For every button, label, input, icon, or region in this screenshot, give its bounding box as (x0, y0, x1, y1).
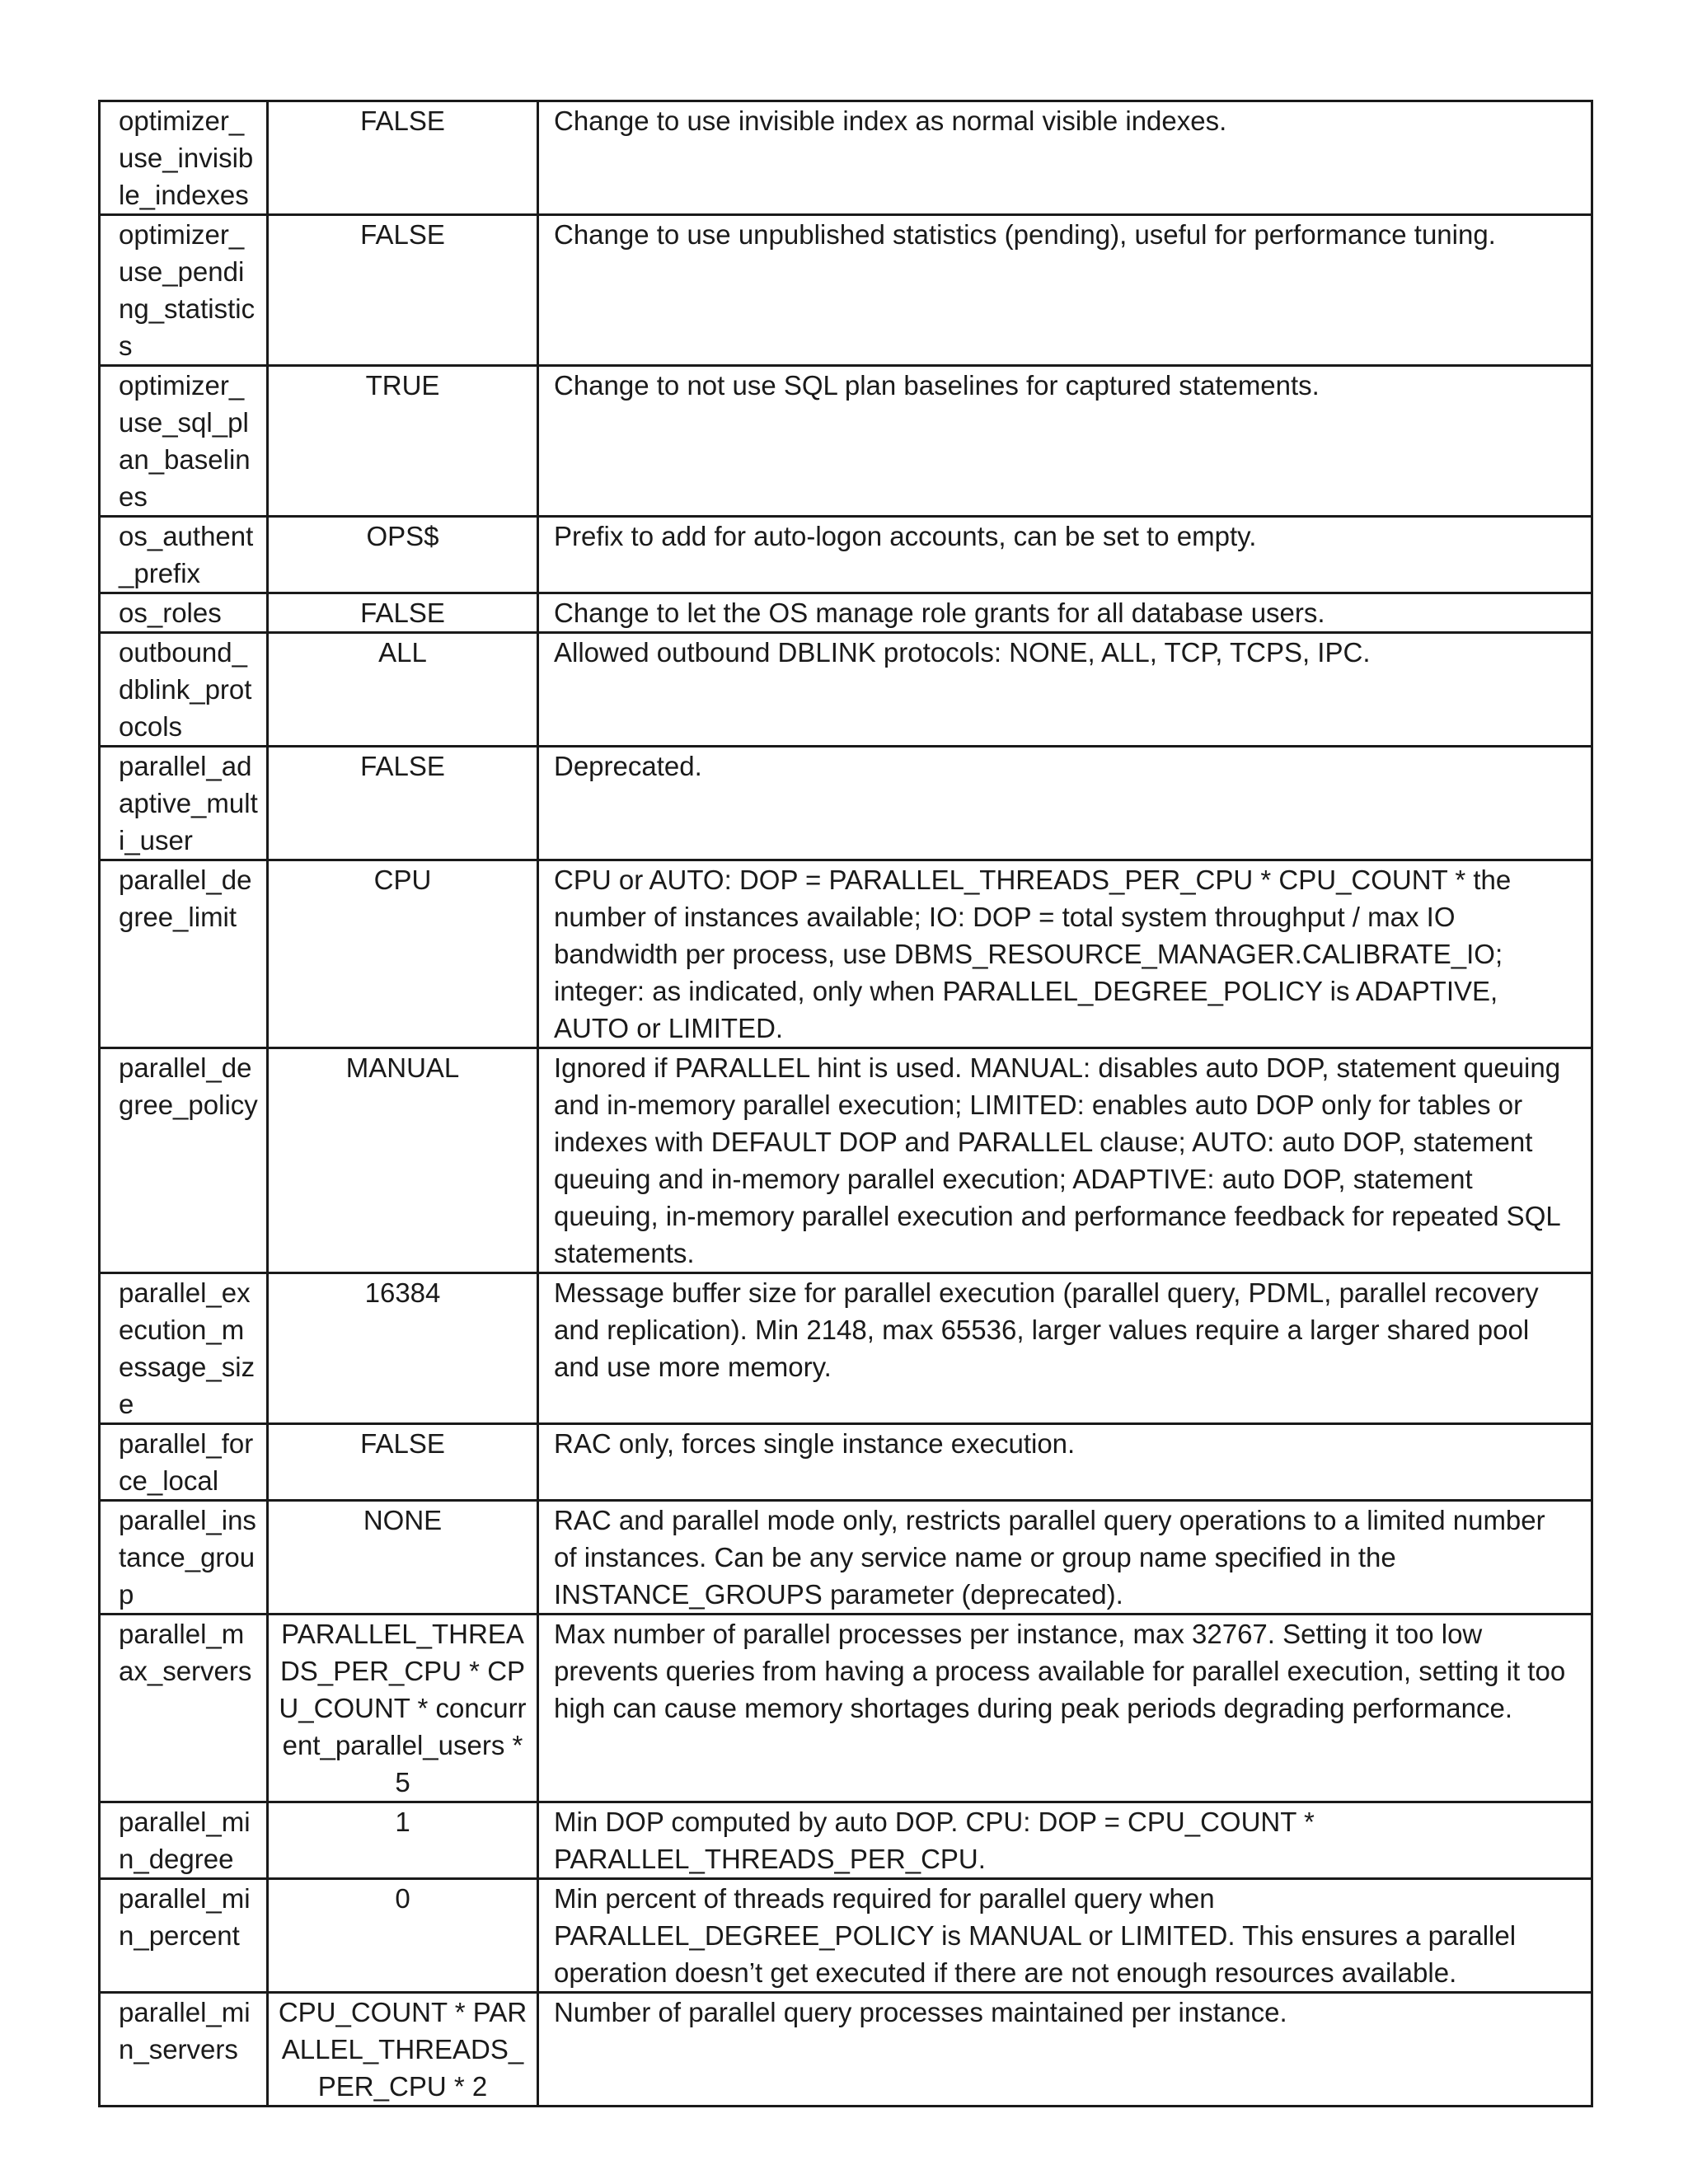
parameter-name-cell: optimizer_use_pending_statistics (100, 215, 268, 366)
default-value-cell: 0 (268, 1879, 538, 1993)
table-row (100, 1879, 1592, 1993)
default-value-cell: FALSE (268, 747, 538, 860)
default-value-cell: OPS$ (268, 517, 538, 593)
default-value-cell: 1 (268, 1802, 538, 1879)
table-row (100, 860, 1592, 1048)
parameter-table-body (100, 101, 1592, 2107)
table-row (100, 593, 1592, 633)
parameter-name-cell: optimizer_use_sql_plan_baselines (100, 366, 268, 517)
default-value-cell: 16384 (268, 1273, 538, 1424)
table-row (100, 1615, 1592, 1802)
parameter-name-cell: os_roles (100, 593, 268, 633)
parameter-name-cell: parallel_min_degree (100, 1802, 268, 1879)
default-value-cell: PARALLEL_THREADS_PER_CPU * CPU_COUNT * concurrent_parallel_users * 5 (268, 1615, 538, 1802)
parameter-name-cell: outbound_dblink_protocols (100, 633, 268, 747)
description-cell: Min DOP computed by auto DOP. CPU: DOP = CPU_COUNT * PARALLEL_THREADS_PER_CPU. (538, 1802, 1592, 1879)
parameter-name-cell: parallel_execution_message_size (100, 1273, 268, 1424)
default-value-cell: FALSE (268, 215, 538, 366)
parameter-name-cell: parallel_degree_limit (100, 860, 268, 1048)
table-row (100, 633, 1592, 747)
parameter-table (98, 100, 1593, 2107)
default-value-cell: FALSE (268, 593, 538, 633)
description-cell: RAC and parallel mode only, restricts parallel query operations to a limited number of instances. Can be any service name or group name specified in the INSTANCE_GROUPS parameter (deprecated). (538, 1501, 1592, 1615)
description-cell: CPU or AUTO: DOP = PARALLEL_THREADS_PER_CPU * CPU_COUNT * the number of instances available; IO: DOP = total system throughput / max IO bandwidth per process, use DBMS_RESOURCE_MANAGER.CALIBRATE_IO; integer: as indicated, only when PARALLEL_DEGREE_POLICY is ADAPTIVE, AUTO or LIMITED. (538, 860, 1592, 1048)
table-row (100, 366, 1592, 517)
table-row (100, 1424, 1592, 1501)
parameter-name-cell: parallel_instance_group (100, 1501, 268, 1615)
table-row (100, 1501, 1592, 1615)
default-value-cell: ALL (268, 633, 538, 747)
description-cell: Message buffer size for parallel execution (parallel query, PDML, parallel recovery and replication). Min 2148, max 65536, larger values require a larger shared pool and use more memory. (538, 1273, 1592, 1424)
description-cell: RAC only, forces single instance execution. (538, 1424, 1592, 1501)
description-cell: Allowed outbound DBLINK protocols: NONE, ALL, TCP, TCPS, IPC. (538, 633, 1592, 747)
default-value-cell: CPU (268, 860, 538, 1048)
table-row (100, 215, 1592, 366)
parameter-name-cell: parallel_degree_policy (100, 1048, 268, 1273)
table-row (100, 101, 1592, 215)
table-row (100, 517, 1592, 593)
description-cell: Change to use invisible index as normal visible indexes. (538, 101, 1592, 215)
default-value-cell: TRUE (268, 366, 538, 517)
table-row (100, 1048, 1592, 1273)
description-cell: Number of parallel query processes maintained per instance. (538, 1993, 1592, 2107)
table-row (100, 1993, 1592, 2107)
table-row (100, 1802, 1592, 1879)
default-value-cell: NONE (268, 1501, 538, 1615)
description-cell: Min percent of threads required for parallel query when PARALLEL_DEGREE_POLICY is MANUAL or LIMITED. This ensures a parallel operation doesn’t get executed if there are not enough resources available. (538, 1879, 1592, 1993)
description-cell: Change to use unpublished statistics (pending), useful for performance tuning. (538, 215, 1592, 366)
parameter-name-cell: parallel_adaptive_multi_user (100, 747, 268, 860)
description-cell: Deprecated. (538, 747, 1592, 860)
default-value-cell: FALSE (268, 1424, 538, 1501)
description-cell: Change to not use SQL plan baselines for captured statements. (538, 366, 1592, 517)
default-value-cell: CPU_COUNT * PARALLEL_THREADS_PER_CPU * 2 (268, 1993, 538, 2107)
table-row (100, 747, 1592, 860)
parameter-name-cell: parallel_min_percent (100, 1879, 268, 1993)
parameter-name-cell: optimizer_use_invisible_indexes (100, 101, 268, 215)
parameter-name-cell: parallel_force_local (100, 1424, 268, 1501)
parameter-name-cell: parallel_max_servers (100, 1615, 268, 1802)
default-value-cell: FALSE (268, 101, 538, 215)
parameter-name-cell: os_authent_prefix (100, 517, 268, 593)
default-value-cell: MANUAL (268, 1048, 538, 1273)
description-cell: Max number of parallel processes per instance, max 32767. Setting it too low prevents queries from having a process available for parallel execution, setting it too high can cause memory shortages during peak periods degrading performance. (538, 1615, 1592, 1802)
description-cell: Prefix to add for auto-logon accounts, can be set to empty. (538, 517, 1592, 593)
description-cell: Change to let the OS manage role grants for all database users. (538, 593, 1592, 633)
parameter-name-cell: parallel_min_servers (100, 1993, 268, 2107)
table-row (100, 1273, 1592, 1424)
description-cell: Ignored if PARALLEL hint is used. MANUAL: disables auto DOP, statement queuing and in-memory parallel execution; LIMITED: enables auto DOP only for tables or indexes with DEFAULT DOP and PARALLEL clause; AUTO: auto DOP, statement queuing and in-memory parallel execution; ADAPTIVE: auto DOP, statement queuing, in-memory parallel execution and performance feedback for repeated SQL statements. (538, 1048, 1592, 1273)
